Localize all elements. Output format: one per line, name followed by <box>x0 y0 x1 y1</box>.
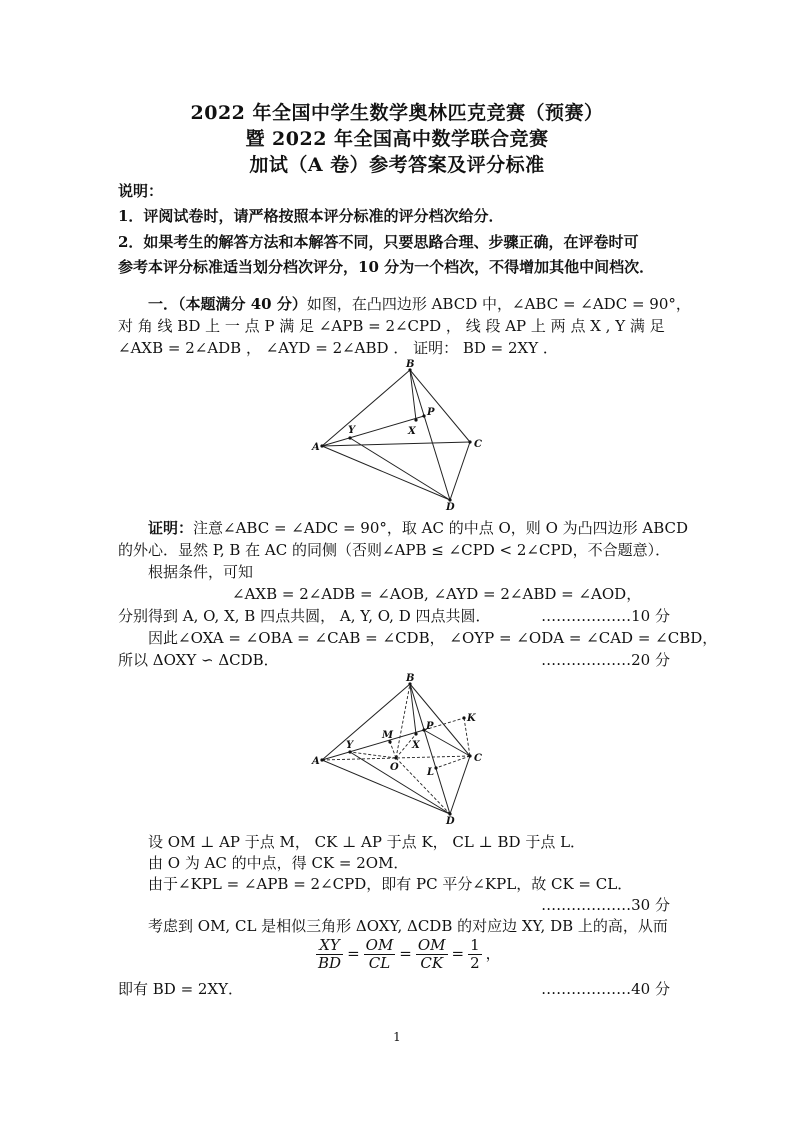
point-l <box>434 766 437 769</box>
edge-cd <box>450 756 470 814</box>
label-p: P <box>427 407 435 418</box>
proof2-text-3: 由于∠KPL = ∠APB = 2∠CPD，即有 PC 平分∠KPL，故 CK = CL． <box>148 875 633 893</box>
dashed-ob <box>396 684 410 758</box>
point-c <box>468 754 471 757</box>
proof-text-5: 因此∠OXA = ∠OBA = ∠CAB = ∠CDB， ∠OYP = ∠ODA = ∠CAD = ∠CBD， <box>148 629 718 647</box>
proof-line-1 <box>148 517 688 538</box>
proof-label: 证明： <box>148 519 194 537</box>
point-a <box>320 444 323 447</box>
label-b: B <box>406 673 415 684</box>
edge-cd <box>450 442 470 500</box>
problem-text-2: 对 角 线 BD 上 一 点 P 满 足 ∠APB = 2∠CPD ， 线 段 AP 上 两 点 X , Y 满 足 <box>118 317 665 335</box>
segment-bx <box>410 684 416 734</box>
proof2-conclusion: 即有 BD = 2XY． <box>118 980 244 998</box>
notes-heading: 说明： <box>118 182 164 200</box>
problem-text-1: 如图，在凸四边形 ABCD 中，∠ABC = ∠ADC = 90°， <box>306 295 691 313</box>
figure-1-diagram <box>300 358 500 513</box>
proof2-text-2: 由 O 为 AC 的中点，得 CK = 2OM． <box>148 854 409 872</box>
label-x: X <box>408 426 416 437</box>
notes-item-1: 1．评阅试卷时，请严格按照本评分标准的评分档次给分． <box>118 207 504 225</box>
diagonal-ac <box>322 442 470 446</box>
proof-text-4: 分别得到 A, O, X, B 四点共圆， A, Y, O, D 四点共圆． <box>118 607 491 625</box>
point-c <box>468 440 471 443</box>
label-d: D <box>446 502 455 513</box>
label-y: Y <box>348 425 356 436</box>
label-b: B <box>406 359 415 370</box>
figure-2-diagram <box>300 672 500 827</box>
proof-text-1: 注意∠ABC = ∠ADC = 90°，取 AC 的中点 O，则 O 为凸四边形 ABCD <box>193 519 689 537</box>
ratio-equation: $\frac{XY}{BD}$ = $\frac{OM}{CL}$ = $\frac{OM}{CK}$ = $\frac{1}{2}$ ， <box>318 936 501 972</box>
edge-ad <box>322 446 450 500</box>
problem-line-1 <box>148 293 691 314</box>
segment-yd <box>350 438 450 500</box>
fraction-xy-bd: $\frac{XY}{BD}$ <box>318 936 342 972</box>
segment-yd <box>350 752 450 814</box>
label-o: O <box>390 762 399 773</box>
fraction-om-cl: $\frac{OM}{CL}$ <box>365 936 394 972</box>
point-p <box>422 414 425 417</box>
proof-text-3: 根据条件，可知 <box>148 563 254 581</box>
label-m: M <box>382 730 394 741</box>
proof2-text-1: 设 OM ⊥ AP 于点 M， CK ⊥ AP 于点 K， CL ⊥ BD 于点 L． <box>148 833 586 851</box>
point-x <box>414 418 417 421</box>
dashed-oy <box>350 752 396 758</box>
diagonal-bd <box>410 370 450 500</box>
label-y: Y <box>346 740 354 751</box>
label-d: D <box>446 816 455 827</box>
fraction-one-half: $\frac{1}{2}$ <box>470 936 480 972</box>
segment-ap <box>322 730 424 760</box>
score-40: ………………40 分 <box>541 980 670 998</box>
proof-text-6: 所以 ΔOXY ∽ ΔCDB． <box>118 651 279 669</box>
point-x <box>414 732 417 735</box>
point-y <box>348 436 351 439</box>
score-10: ………………10 分 <box>541 607 670 625</box>
problem-label: 一．（本题满分 40 分） <box>148 295 307 313</box>
label-k: K <box>467 713 476 724</box>
proof-text-2: 的外心．显然 P, B 在 AC 的同侧（否则∠APB ≤ ∠CPD < 2∠CPD，不合题意）． <box>118 541 671 559</box>
label-p: P <box>426 721 434 732</box>
edge-bc <box>410 370 470 442</box>
notes-item-2b: 参考本评分标准适当划分档次评分，10 分为一个档次，不得增加其他中间档次． <box>118 258 655 276</box>
title-line-1: 2022 年全国中学生数学奥林匹克竞赛（预赛） <box>190 102 604 124</box>
title-line-2: 暨 2022 年全国高中数学联合竞赛 <box>245 128 549 150</box>
label-a: A <box>312 442 320 453</box>
title-line-3: 加试（A 卷）参考答案及评分标准 <box>249 154 545 176</box>
segment-bx <box>410 370 416 420</box>
point-a <box>320 758 323 761</box>
dashed-cl <box>436 756 470 768</box>
problem-text-3: ∠AXB = 2∠ADB ， ∠AYD = 2∠ABD ． 证明： BD = 2XY ． <box>118 339 558 357</box>
proof2-text-4: 考虑到 OM, CL 是相似三角形 ΔOXY, ΔCDB 的对应边 XY, DB 上的高，从而 <box>148 917 668 935</box>
notes-item-2a: 2．如果考生的解答方法和本解答不同，只要思路合理、步骤正确，在评卷时可 <box>118 233 639 251</box>
label-l: L <box>427 767 435 778</box>
label-a: A <box>312 756 320 767</box>
label-x: X <box>412 740 420 751</box>
label-c: C <box>474 439 482 450</box>
point-k <box>462 716 465 719</box>
label-c: C <box>474 753 482 764</box>
proof-equation-1: ∠AXB = 2∠ADB = ∠AOB, ∠AYD = 2∠ABD = ∠AOD， <box>232 585 642 603</box>
page-number: 1 <box>393 1030 401 1044</box>
edge-ab <box>322 370 410 446</box>
point-o <box>394 756 397 759</box>
score-30: ………………30 分 <box>541 896 670 914</box>
fraction-om-ck: $\frac{OM}{CK}$ <box>417 936 446 972</box>
score-20: ………………20 分 <box>541 651 670 669</box>
edge-ab <box>322 684 410 760</box>
dashed-om <box>390 742 396 758</box>
